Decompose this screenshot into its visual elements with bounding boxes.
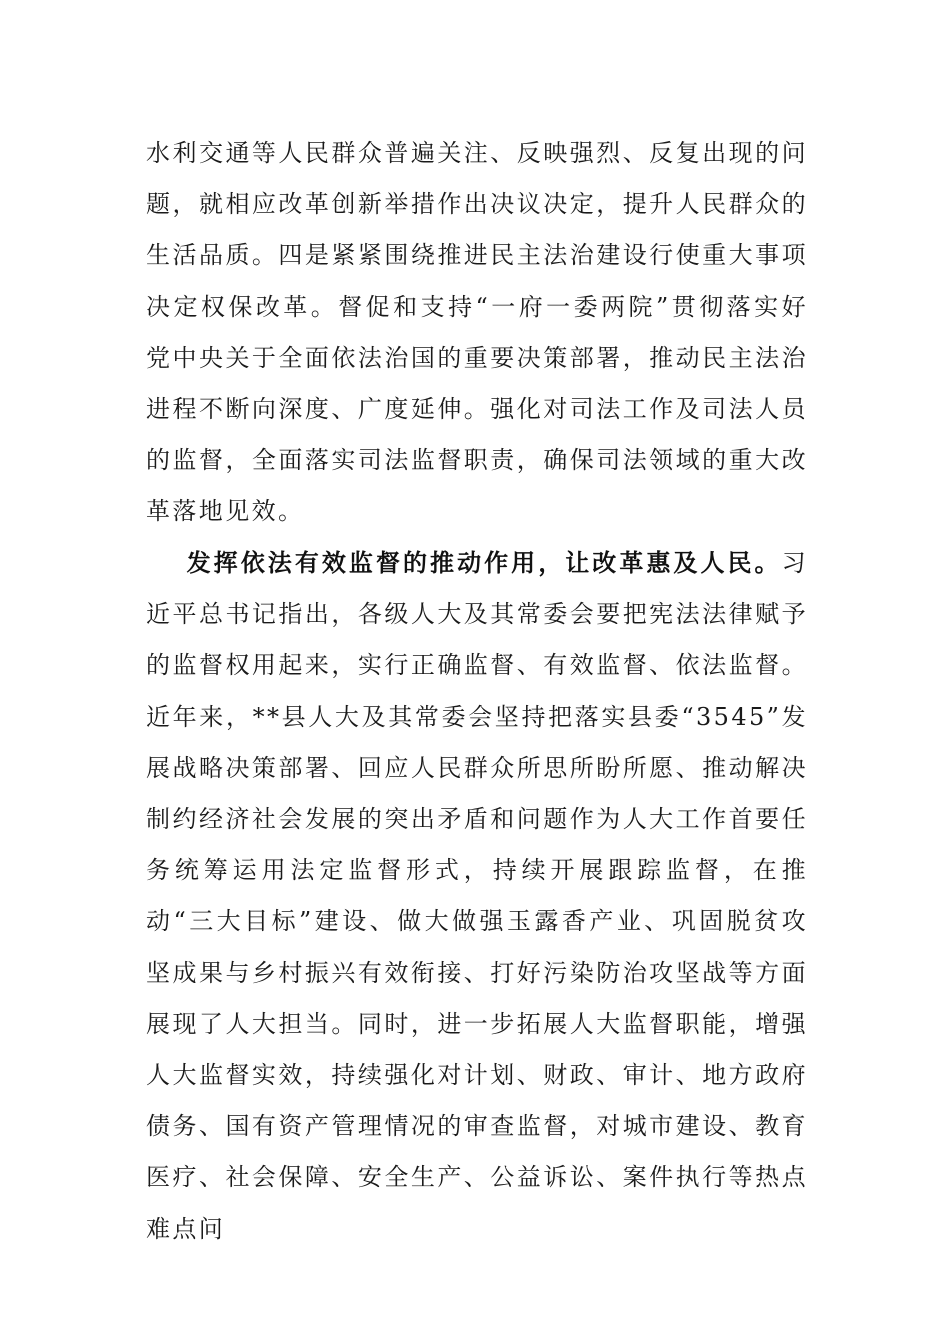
paragraph-section bbox=[146, 538, 808, 1255]
paragraph-body-text: 水利交通等人民群众普遍关注、反映强烈、反复出现的问题，就相应改革创新举措作出决议决定，提升人民群众的生活品质。四是紧紧围绕推进民主法治建设行使重大事项决定权保改革。督促和支持“一府一委两院”贯彻落实好党中央关于全面依法治国的重要决策部署，推动民主法治进程不断向深度、广度延伸。强化对司法工作及司法人员的监督，全面落实司法监督职责，确保司法领域的重大改革落地见效。 bbox=[146, 139, 808, 526]
paragraph-continued bbox=[146, 128, 808, 538]
paragraph-lead-heading: 发挥依法有效监督的推动作用，让改革惠及人民。 bbox=[186, 549, 782, 577]
paragraph-body-text: 习近平总书记指出，各级人大及其常委会要把宪法法律赋予的监督权用起来，实行正确监督、有效监督、依法监督。近年来，**县人大及其常委会坚持把落实县委“3545”发展战略决策部署、回应人民群众所思所盼所愿、推动解决制约经济社会发展的突出矛盾和问题作为人大工作首要任务统筹运用法定监督形式，持续开展跟踪监督，在推动“三大目标”建设、做大做强玉露香产业、巩固脱贫攻坚成果与乡村振兴有效衔接、打好污染防治攻坚战等方面展现了人大担当。同时，进一步拓展人大监督职能，增强人大监督实效，持续强化对计划、财政、审计、地方政府债务、国有资产管理情况的审查监督，对城市建设、教育医疗、社会保障、安全生产、公益诉讼、案件执行等热点难点问 bbox=[146, 549, 808, 1243]
